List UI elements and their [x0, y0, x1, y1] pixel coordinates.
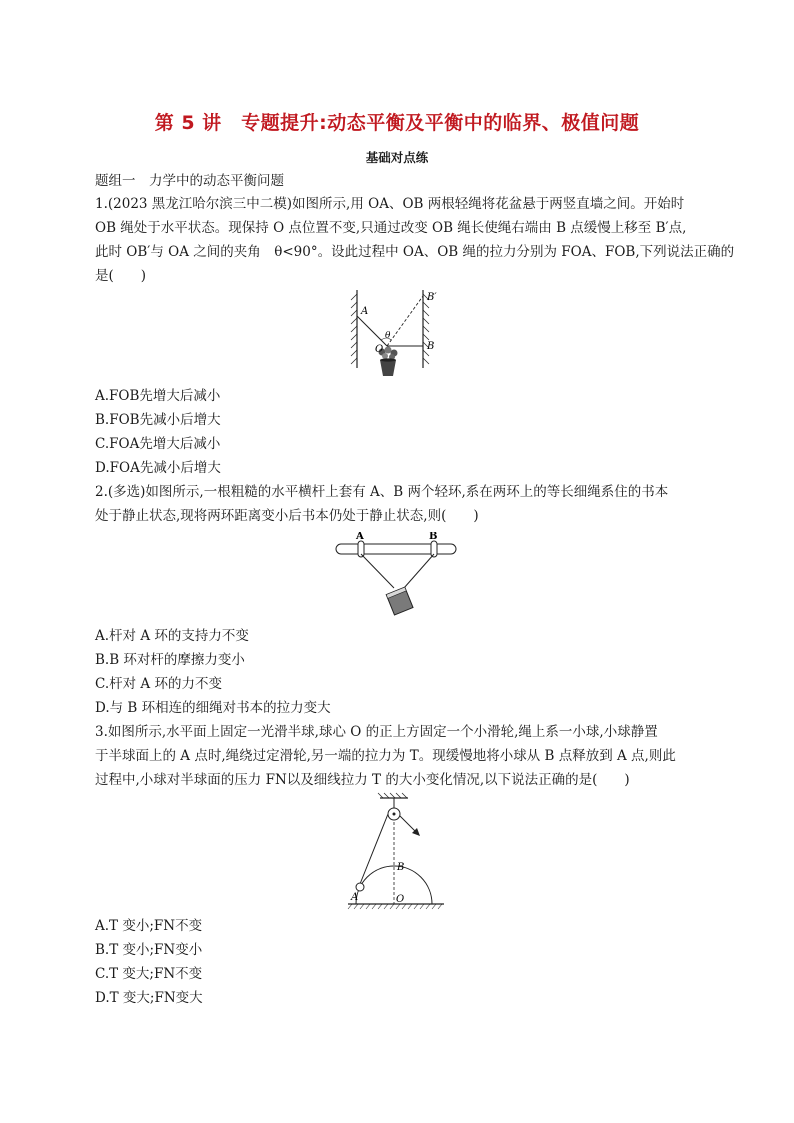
section-subtitle: 基础对点练 — [365, 150, 429, 165]
q3-line-1: 3.如图所示,水平面上固定一光滑半球,球心 O 的正上方固定一个小滑轮,绳上系一小球,小球静置 — [95, 724, 658, 740]
q1-option-c: C.FOA先增大后减小 — [95, 436, 221, 452]
q1-option-b: B.FOB先减小后增大 — [95, 412, 221, 428]
q2-option-d: D.与 B 环相连的细绳对书本的拉力变大 — [95, 700, 331, 716]
pulley-icon — [388, 808, 400, 820]
q2-label-a: A — [356, 532, 364, 542]
q1-line-1: 1.(2023 黑龙江哈尔滨三中二模)如图所示,用 OA、OB 两根轻绳将花盆悬于两竖直墙之间。开始时 — [95, 196, 685, 212]
page-title: 第 5 讲 专题提升:动态平衡及平衡中的临界、极值问题 — [154, 112, 640, 134]
q1-label-o: O — [375, 344, 384, 355]
group-heading: 题组一 力学中的动态平衡问题 — [95, 173, 284, 189]
q1-line-4: 是( ) — [95, 268, 147, 284]
q2-line-2: 处于静止状态,现将两环距离变小后书本仍处于静止状态,则( ) — [95, 508, 479, 524]
q1-label-b: B — [427, 341, 435, 352]
q1-figure — [345, 286, 445, 382]
q3-label-o: O — [396, 894, 405, 905]
q1-line-2: OB 绳处于水平状态。现保持 O 点位置不变,只通过改变 OB 绳长使绳右端由 B 点缓慢上移至 B′点, — [95, 220, 687, 236]
q3-label-b: B — [397, 862, 405, 873]
q3-option-c: C.T 变大;FN不变 — [95, 966, 203, 982]
q1-label-theta: θ — [385, 331, 391, 341]
book-icon — [386, 587, 413, 615]
q2-figure — [332, 532, 462, 624]
q1-line-3: 此时 OB′与 OA 之间的夹角 θ<90°。设此过程中 OA、OB 绳的拉力分别为 FOA、FOB,下列说法正确的 — [95, 244, 735, 260]
q3-option-d: D.T 变大;FN变大 — [95, 990, 203, 1006]
q3-figure — [342, 792, 452, 914]
q3-label-a: A — [351, 892, 359, 903]
q3-option-a: A.T 变小;FN不变 — [95, 918, 203, 934]
q2-option-b: B.B 环对杆的摩擦力变小 — [95, 652, 245, 668]
q2-option-c: C.杆对 A 环的力不变 — [95, 676, 222, 692]
q3-line-3: 过程中,小球对半球面的压力 FN以及细线拉力 T 的大小变化情况,以下说法正确的是( ) — [95, 772, 630, 788]
q1-label-a: A — [361, 306, 369, 317]
q3-line-2: 于半球面上的 A 点时,绳绕过定滑轮,另一端的拉力为 T。现缓慢地将小球从 B 点释放到 A 点,则此 — [95, 748, 676, 764]
q3-option-b: B.T 变小;FN变小 — [95, 942, 203, 958]
q2-option-a: A.杆对 A 环的支持力不变 — [95, 628, 249, 644]
q2-label-b: B — [429, 532, 438, 542]
q1-option-a: A.FOB先增大后减小 — [95, 388, 221, 404]
q1-option-d: D.FOA先减小后增大 — [95, 460, 221, 476]
q2-line-1: 2.(多选)如图所示,一根粗糙的水平横杆上套有 A、B 两个轻环,系在两环上的等长细绳系住的书本 — [95, 484, 669, 500]
q1-label-b-prime: B′ — [427, 292, 437, 303]
